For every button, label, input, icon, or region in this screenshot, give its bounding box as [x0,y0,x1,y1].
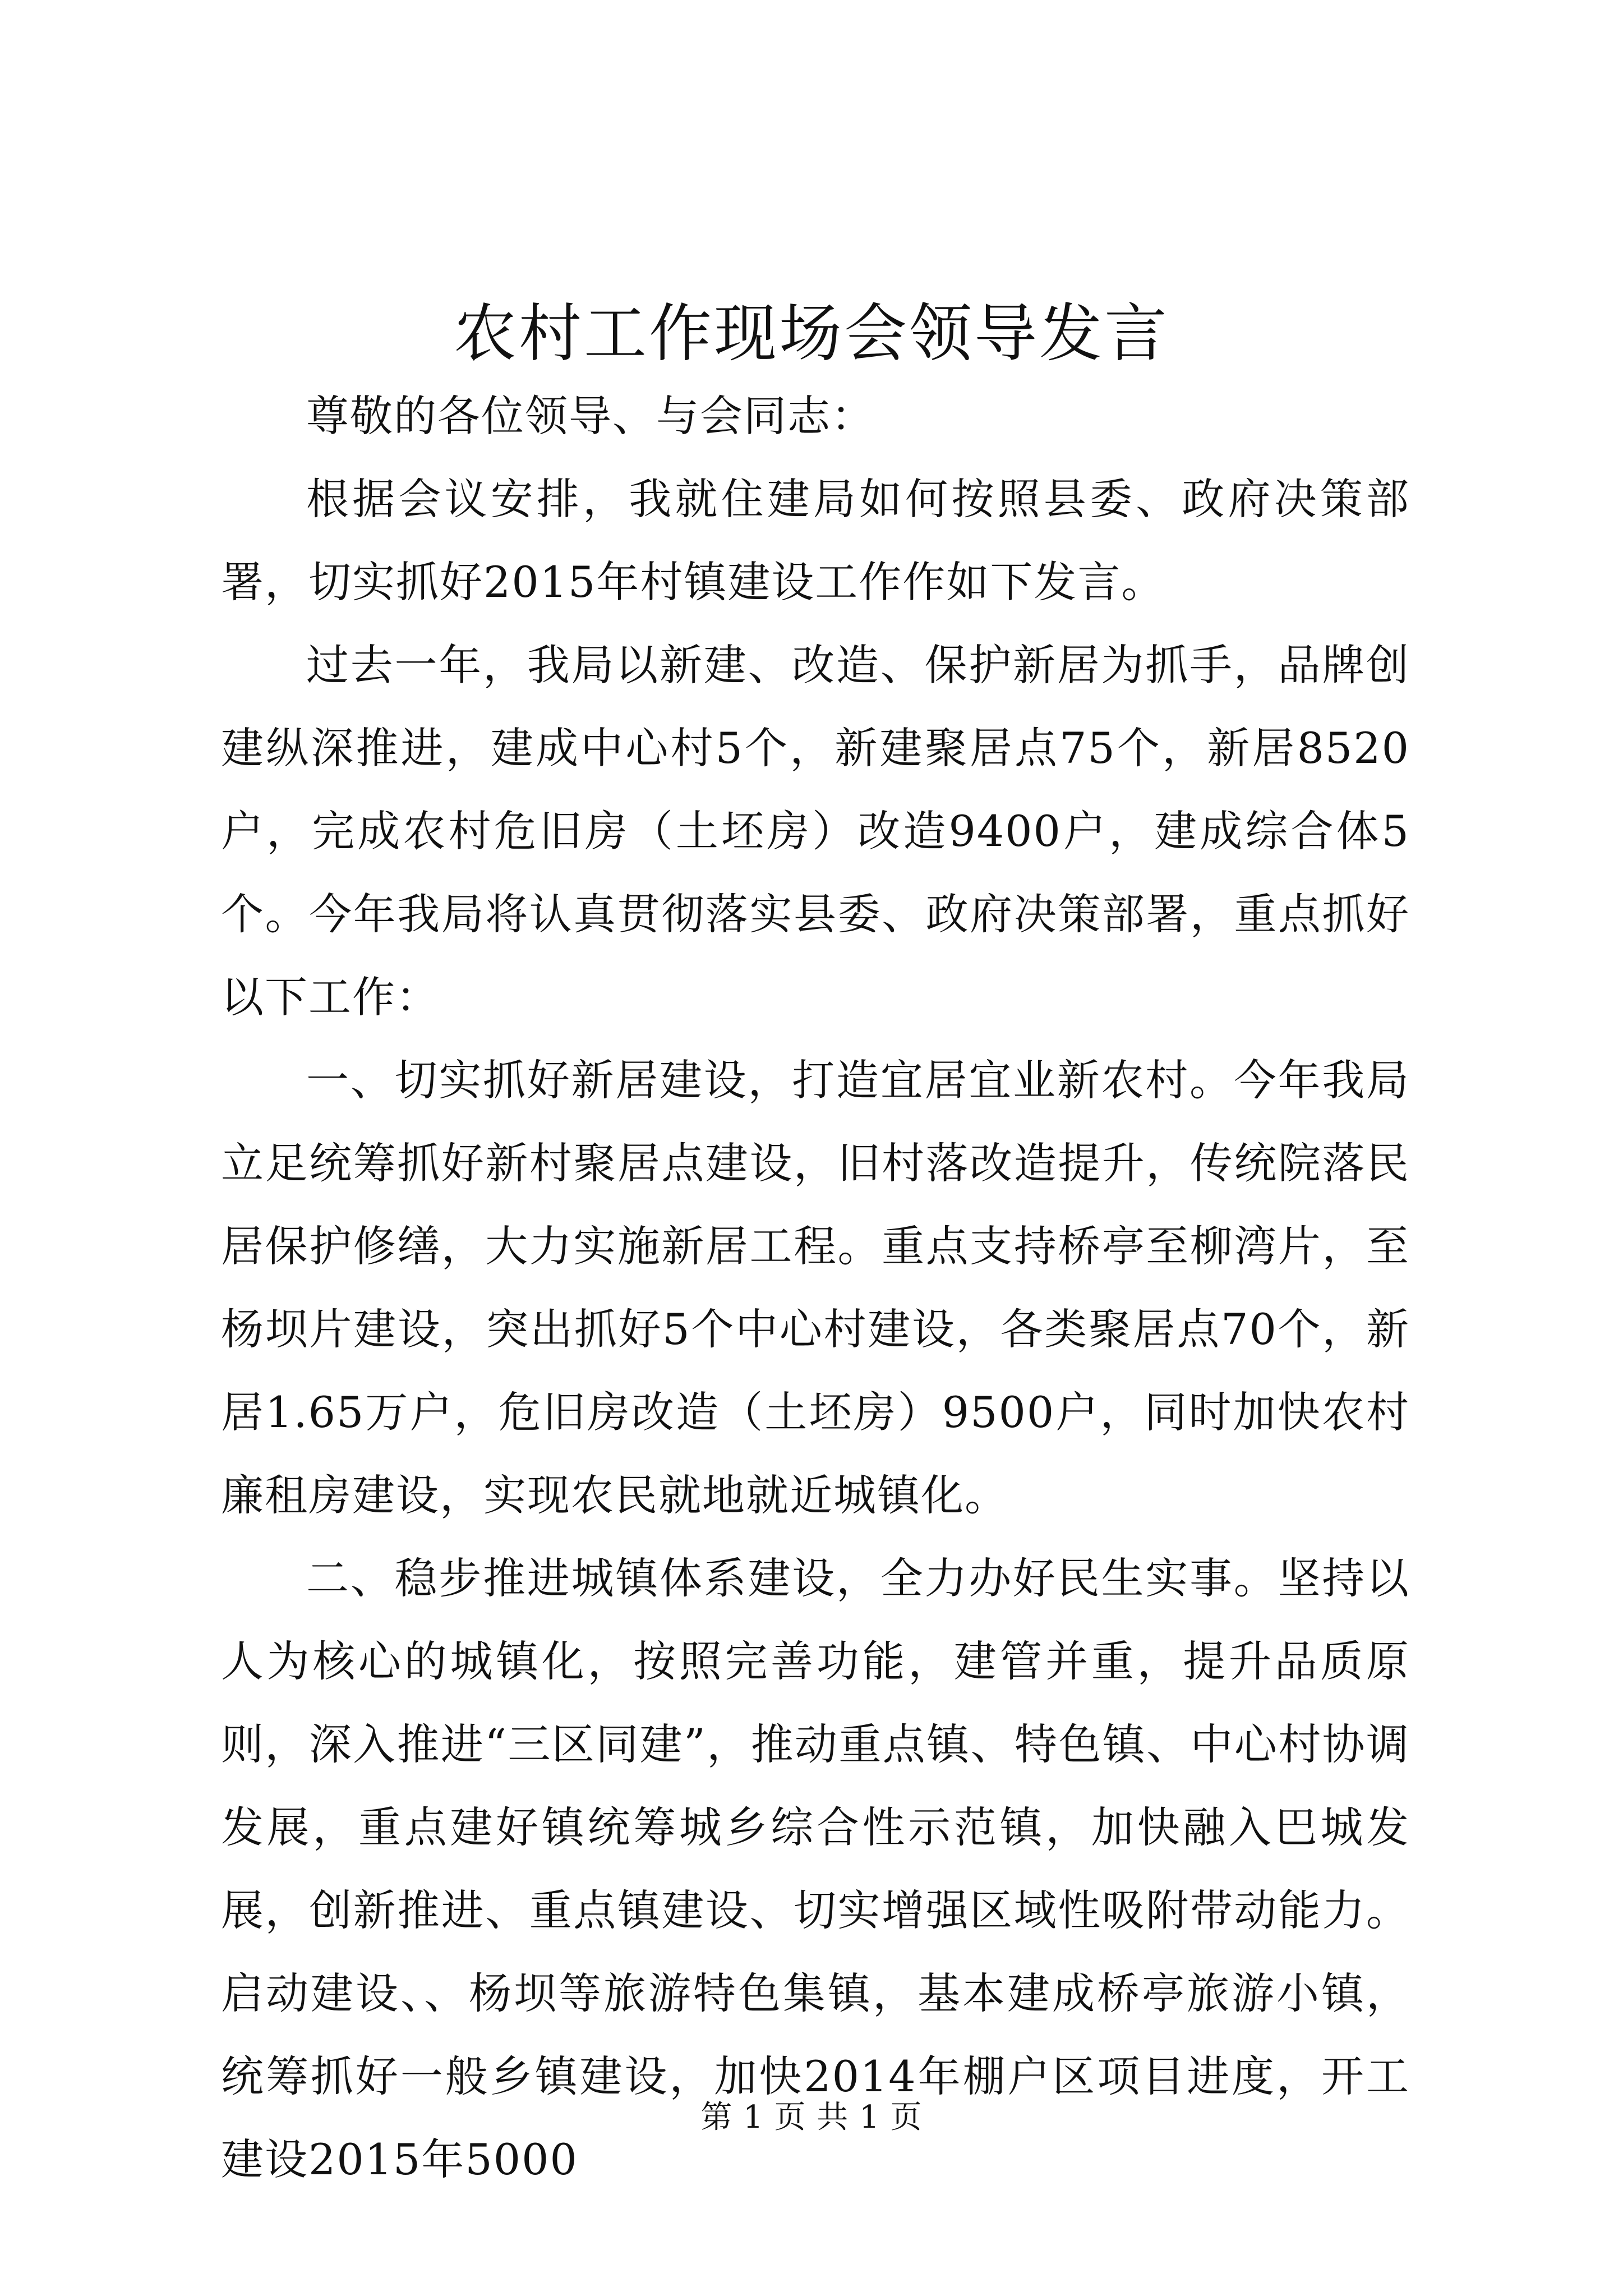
page-number-footer: 第 1 页 共 1 页 [700,2099,923,2136]
salutation-paragraph: 尊敬的各位领导、与会同志： [306,391,875,441]
document-title: 农村工作现场会领导发言 [454,297,1169,370]
review-paragraph: 过去一年，我局以新建、改造、保护新居为抓手，品牌创建纵深推进，建成中心村5个，新建聚居点75个，新居8520户，完成农村危旧房（土坯房）改造9400户，建成综合体5个。今年我局将认真贯彻落实县委、政府决策部署，重点抓好以下工作： [221,640,1410,1022]
section-two-paragraph: 二、稳步推进城镇体系建设，全力办好民生实事。坚持以人为核心的城镇化，按照完善功能，建管并重，提升品质原则，深入推进“三区同建”，推动重点镇、特色镇、中心村协调发展，重点建好镇统筹城乡综合性示范镇，加快融入巴城发展，创新推进、重点镇建设、切实增强区域性吸附带动能力。启动建设、、杨坝等旅游特色集镇，基本建成桥亭旅游小镇，统筹抓好一般乡镇建设，加快2014年棚户区项目进度，开工建设2015年5000 [221,1553,1410,2184]
document-body [221,375,1410,2201]
section-one-paragraph: 一、切实抓好新居建设，打造宜居宜业新农村。今年我局立足统筹抓好新村聚居点建设，旧村落改造提升，传统院落民居保护修缮，大力实施新居工程。重点支持桥亭至柳湾片，至杨坝片建设，突出抓好5个中心村建设，各类聚居点70个，新居1.65万户，危旧房改造（土坯房）9500户，同时加快农村廉租房建设，实现农民就地就近城镇化。 [221,1055,1410,1520]
intro-paragraph: 根据会议安排，我就住建局如何按照县委、政府决策部署，切实抓好2015年村镇建设工作作如下发言。 [221,474,1410,607]
